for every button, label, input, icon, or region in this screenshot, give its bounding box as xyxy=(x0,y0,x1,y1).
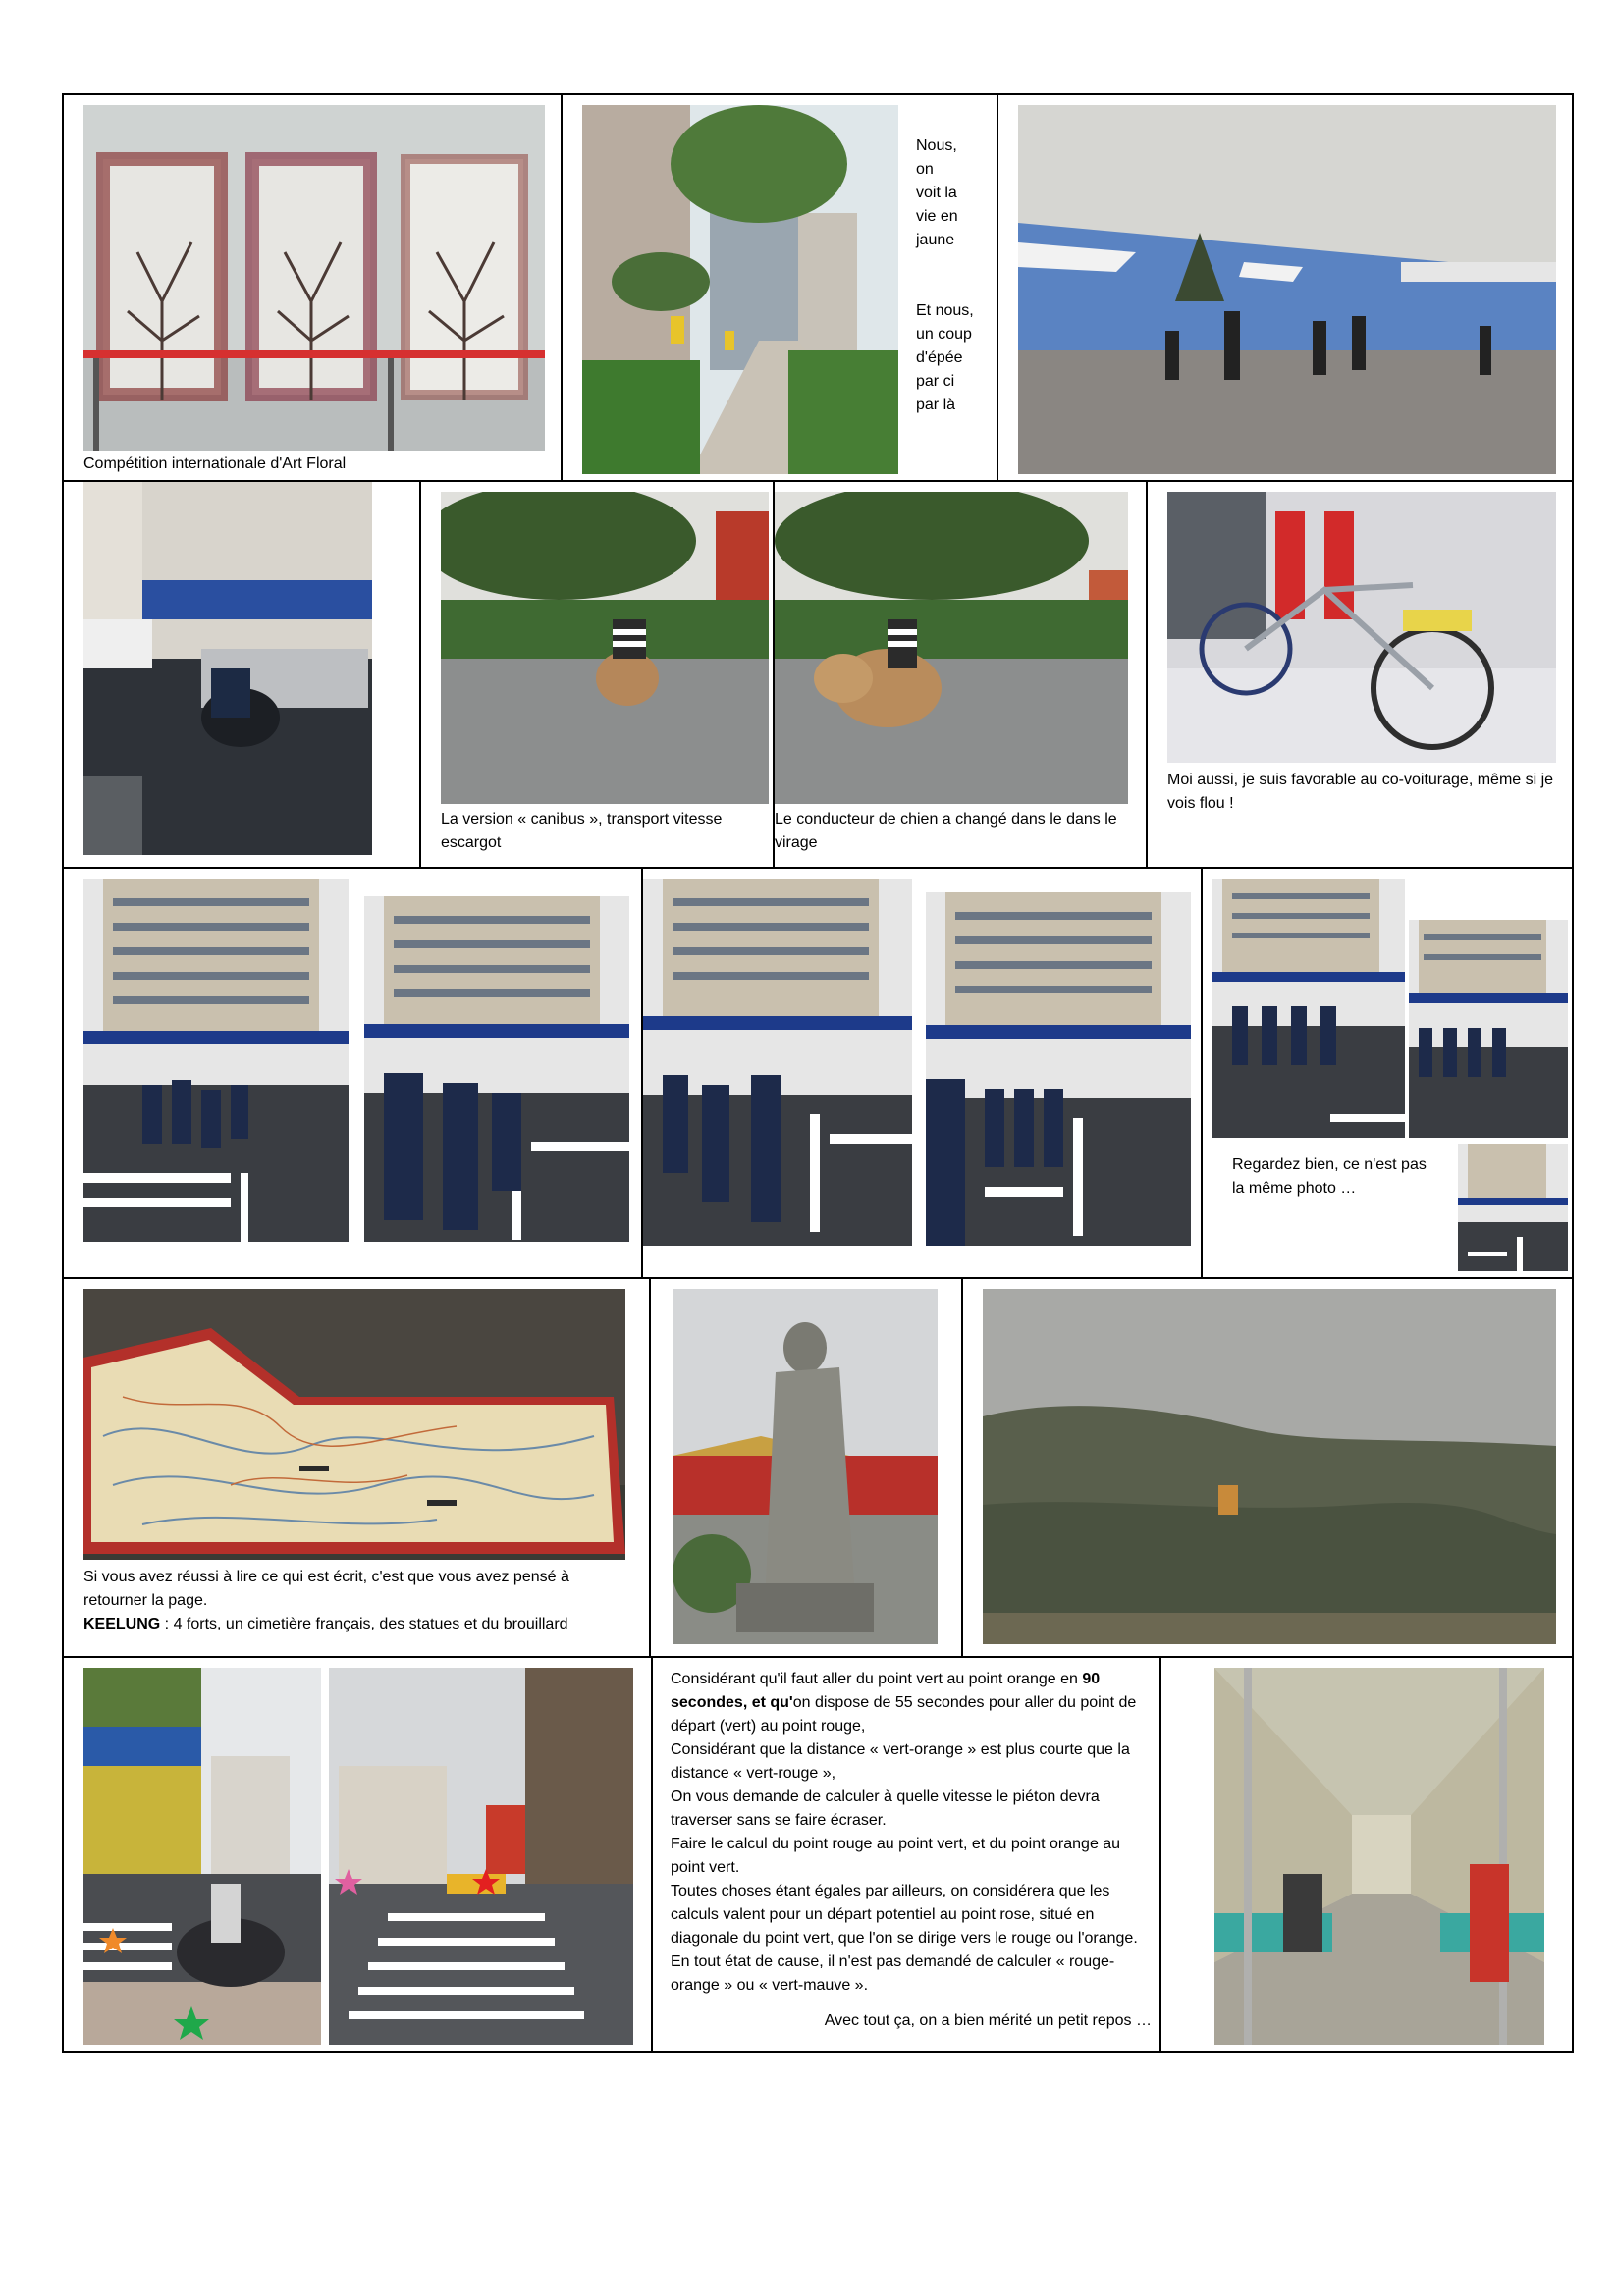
photo-stone-statue xyxy=(673,1289,938,1644)
photo-dog-driver xyxy=(775,492,1128,804)
yellow-text-line: Nous, xyxy=(916,137,957,154)
cell-dog-driver xyxy=(773,480,1148,869)
photo-floral-art xyxy=(83,105,545,451)
yellow-text-line xyxy=(916,252,995,299)
problem-paragraph-3: On vous demande de calculer à quelle vitesse le piéton devra traverser sans se faire écraser. xyxy=(671,1789,1100,1829)
problem-paragraph-5: Toutes choses étant égales par ailleurs, on considérera que les calculs valent pour un départ potentiel au point rose, situé en diagonale du point vert, que l'on se dirige vers le rouge ou l'orange. En tout état de cause, il n'est pas demandé de calculer « rouge-orange » ou « vert-mauve ». xyxy=(671,1883,1138,1994)
cell-fog-hill xyxy=(961,1277,1574,1658)
photo-students-crossing-a xyxy=(83,879,349,1242)
photo-intersection-a xyxy=(83,1668,321,2045)
photo-scooter-street xyxy=(83,482,372,855)
cell-crossing-problem-photos xyxy=(62,1656,653,2053)
cell-crossing-problem-text xyxy=(651,1656,1161,2053)
problem-paragraph-1 xyxy=(671,1668,1152,1738)
problem-paragraph-2: Considérant que la distance « vert-orange » est plus courte que la distance « vert-rouge », xyxy=(671,1741,1130,1782)
photo-schoolyard-path xyxy=(582,105,898,474)
cell-floral-art xyxy=(62,93,563,482)
cell-canibus xyxy=(419,480,775,869)
map-caption xyxy=(83,1566,633,1636)
yellow-text-line: un coup xyxy=(916,326,972,343)
problem-p1-a: Considérant qu'il faut aller du point vert au point orange en xyxy=(671,1671,1083,1687)
cell-keelung-map xyxy=(62,1277,651,1658)
cell-students-1 xyxy=(62,867,643,1279)
yellow-text-line: d'épée xyxy=(916,349,963,366)
cell-not-same-photo xyxy=(1201,867,1574,1279)
photo-canibus-ride xyxy=(441,492,769,804)
problem-p1-b: on dispose de 55 secondes pour aller du point de départ (vert) au point rouge, xyxy=(671,1694,1137,1735)
photo-collage xyxy=(62,93,1574,2053)
cell-yellow-life xyxy=(561,93,998,482)
photo-students-crossing-b xyxy=(364,896,629,1242)
driver-caption: Le conducteur de chien a changé dans le dans le virage xyxy=(775,811,1117,851)
yellow-text-line: par là xyxy=(916,397,956,413)
photo-students-small-a xyxy=(1212,879,1405,1138)
cell-tai-chi xyxy=(997,93,1574,482)
yellow-text-line: vie en xyxy=(916,208,958,225)
cell-bicycle xyxy=(1146,480,1574,869)
yellow-text-line: par ci xyxy=(916,373,955,390)
photo-tai-chi-plaza xyxy=(1018,105,1556,474)
problem-closing: Avec tout ça, on a bien mérité un petit repos … xyxy=(824,2012,1152,2029)
keelung-label: KEELUNG xyxy=(83,1616,161,1632)
cell-students-2 xyxy=(641,867,1203,1279)
canibus-caption: La version « canibus », transport vitesse escargot xyxy=(441,811,723,851)
not-same-caption: Regardez bien, ce n'est pas la même photo … xyxy=(1232,1156,1427,1197)
map-caption-line1: Si vous avez réussi à lire ce qui est écrit, c'est que vous avez pensé à retourner la page. xyxy=(83,1569,569,1609)
photo-students-crossing-d xyxy=(926,892,1191,1246)
keelung-text: : 4 forts, un cimetière français, des statues et du brouillard xyxy=(160,1616,568,1632)
yellow-text-line: Et nous, xyxy=(916,302,974,319)
photo-upside-down-map xyxy=(83,1289,625,1560)
yellow-text-line: jaune xyxy=(916,232,955,248)
photo-students-crossing-c xyxy=(643,879,912,1246)
photo-foggy-hill xyxy=(983,1289,1556,1644)
yellow-life-text xyxy=(916,134,995,417)
yellow-text-line: voit la xyxy=(916,185,957,201)
photo-students-small-c xyxy=(1458,1144,1568,1271)
problem-paragraph-4: Faire le calcul du point rouge au point vert, et du point orange au point vert. xyxy=(671,1836,1121,1876)
cell-metro xyxy=(1159,1656,1574,2053)
problem-text xyxy=(671,1668,1152,2033)
photo-blurry-bicycle xyxy=(1167,492,1556,763)
photo-metro-car xyxy=(1214,1668,1544,2045)
cell-statue xyxy=(649,1277,963,1658)
cell-scooter-street xyxy=(62,480,421,869)
photo-students-small-b xyxy=(1409,920,1568,1138)
problem-p1-bold: 90 secondes, et qu' xyxy=(671,1671,1101,1711)
floral-caption: Compétition internationale d'Art Floral xyxy=(83,455,347,472)
bike-caption: Moi aussi, je suis favorable au co-voiturage, même si je vois flou ! xyxy=(1167,772,1554,812)
photo-intersection-b xyxy=(329,1668,633,2045)
yellow-text-line: on xyxy=(916,161,934,178)
